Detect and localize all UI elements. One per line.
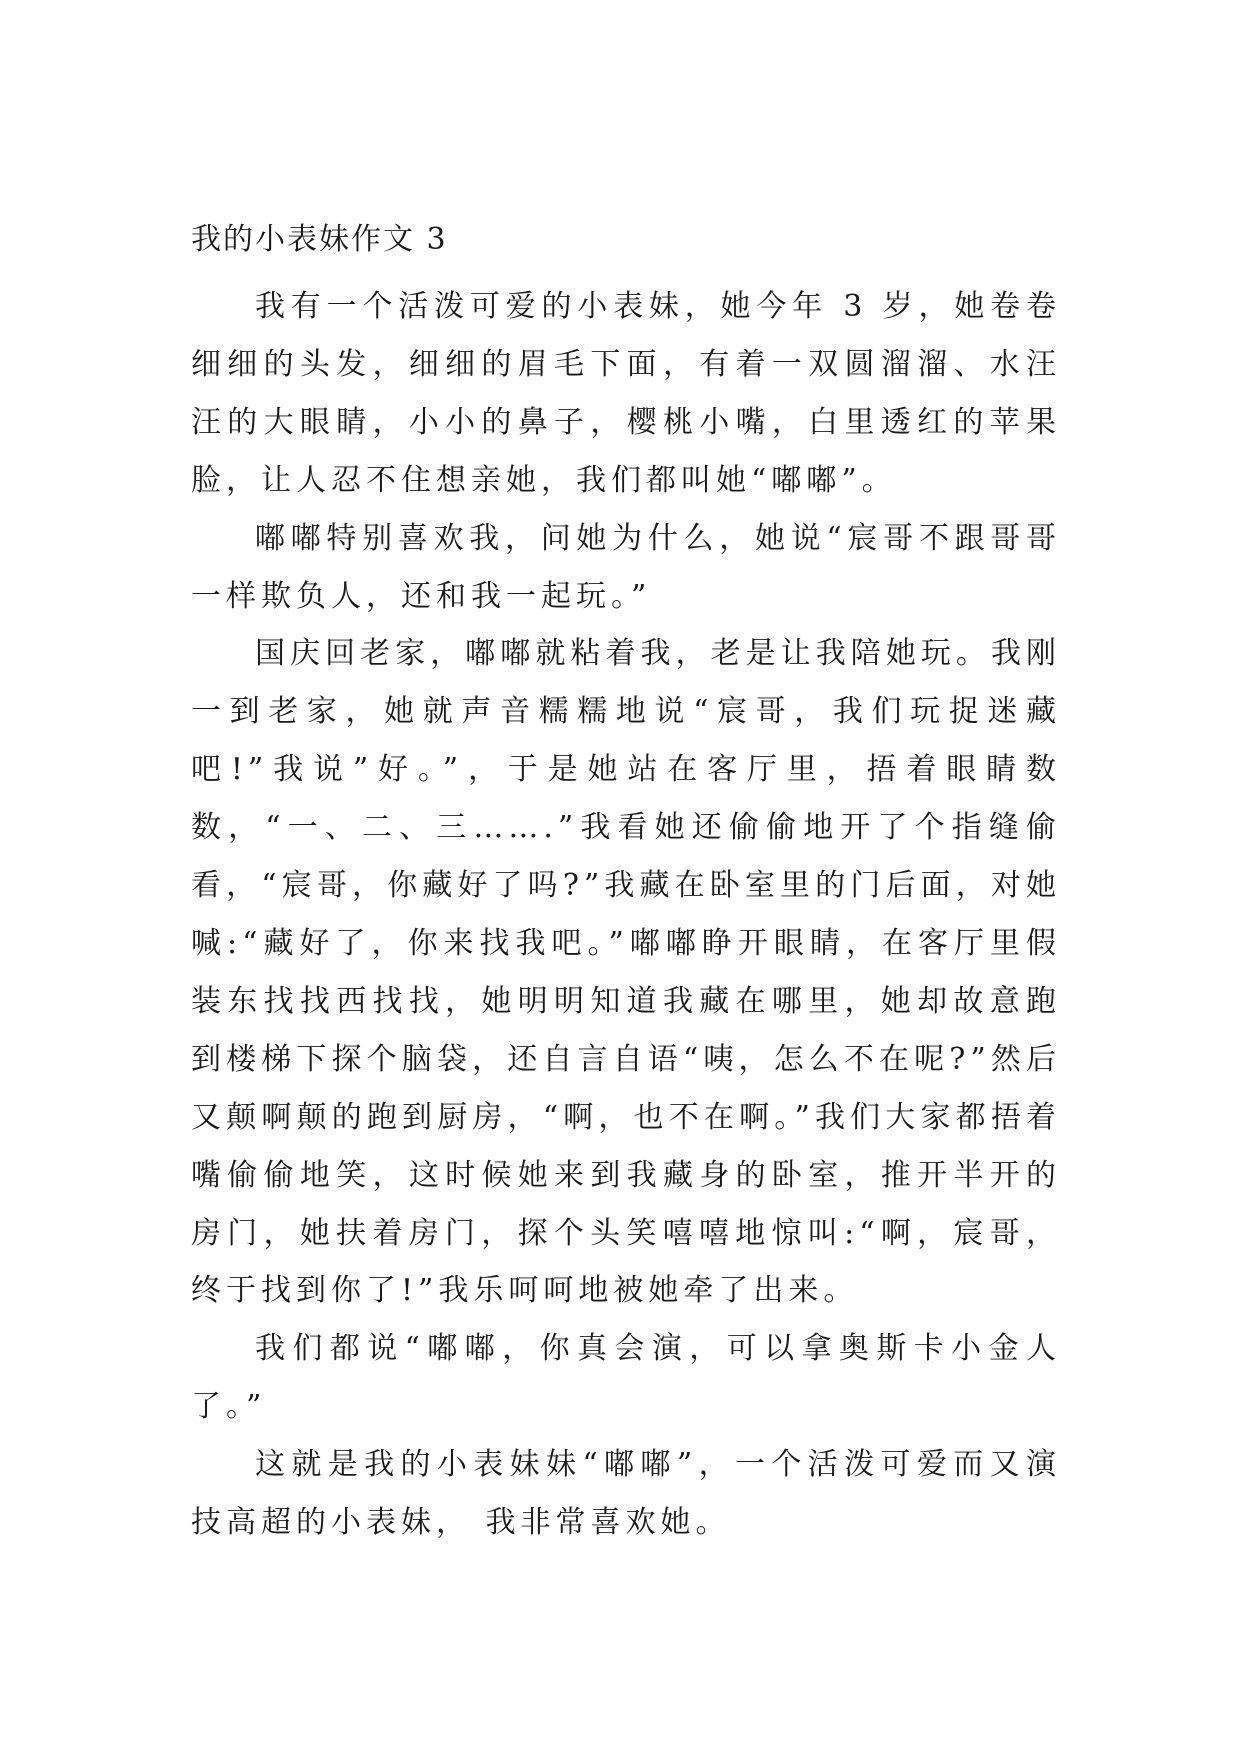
paragraph-1: 我有一个活泼可爱的小表妹，她今年 3 岁，她卷卷细细的头发，细细的眉毛下面，有着一双圆溜溜、水汪汪的大眼睛，小小的鼻子，樱桃小嘴，白里透红的苹果脸，让人忍不住想亲她，我们都叫她“嘟嘟”。 bbox=[191, 289, 1061, 498]
paragraph-2: 嘟嘟特别喜欢我，问她为什么，她说“宸哥不跟哥哥一样欺负人，还和我一起玩。” bbox=[191, 520, 1061, 614]
essay-body bbox=[191, 278, 1061, 1552]
paragraph-3: 国庆回老家，嘟嘟就粘着我，老是让我陪她玩。我刚一到老家，她就声音糯糯地说“宸哥，我们玩捉迷藏吧!”我说”好。”，于是她站在客厅里，捂着眼睛数数，“一、二、三…….”我看她还偷偷地开了个指缝偷看，“宸哥，你藏好了吗?”我藏在卧室里的门后面，对她喊:“藏好了，你来找我吧。”嘟嘟睁开眼睛，在客厅里假装东找找西找找，她明明知道我藏在哪里，她却故意跑到楼梯下探个脑袋，还自言自语“咦，怎么不在呢?”然后又颠啊颠的跑到厨房，“啊，也不在啊。”我们大家都捂着嘴偷偷地笑，这时候她来到我藏身的卧室，推开半开的房门，她扶着房门，探个头笑嘻嘻地惊叫:“啊，宸哥，终于找到你了!”我乐呵呵地被她牵了出来。 bbox=[191, 636, 1061, 1309]
paragraph-4: 我们都说“嘟嘟，你真会演，可以拿奥斯卡小金人了。” bbox=[191, 1331, 1061, 1425]
paragraph-5: 这就是我的小表妹妹“嘟嘟”，一个活泼可爱而又演技高超的小表妹， 我非常喜欢她。 bbox=[191, 1447, 1061, 1541]
essay-title: 我的小表妹作文 3 bbox=[191, 222, 448, 257]
